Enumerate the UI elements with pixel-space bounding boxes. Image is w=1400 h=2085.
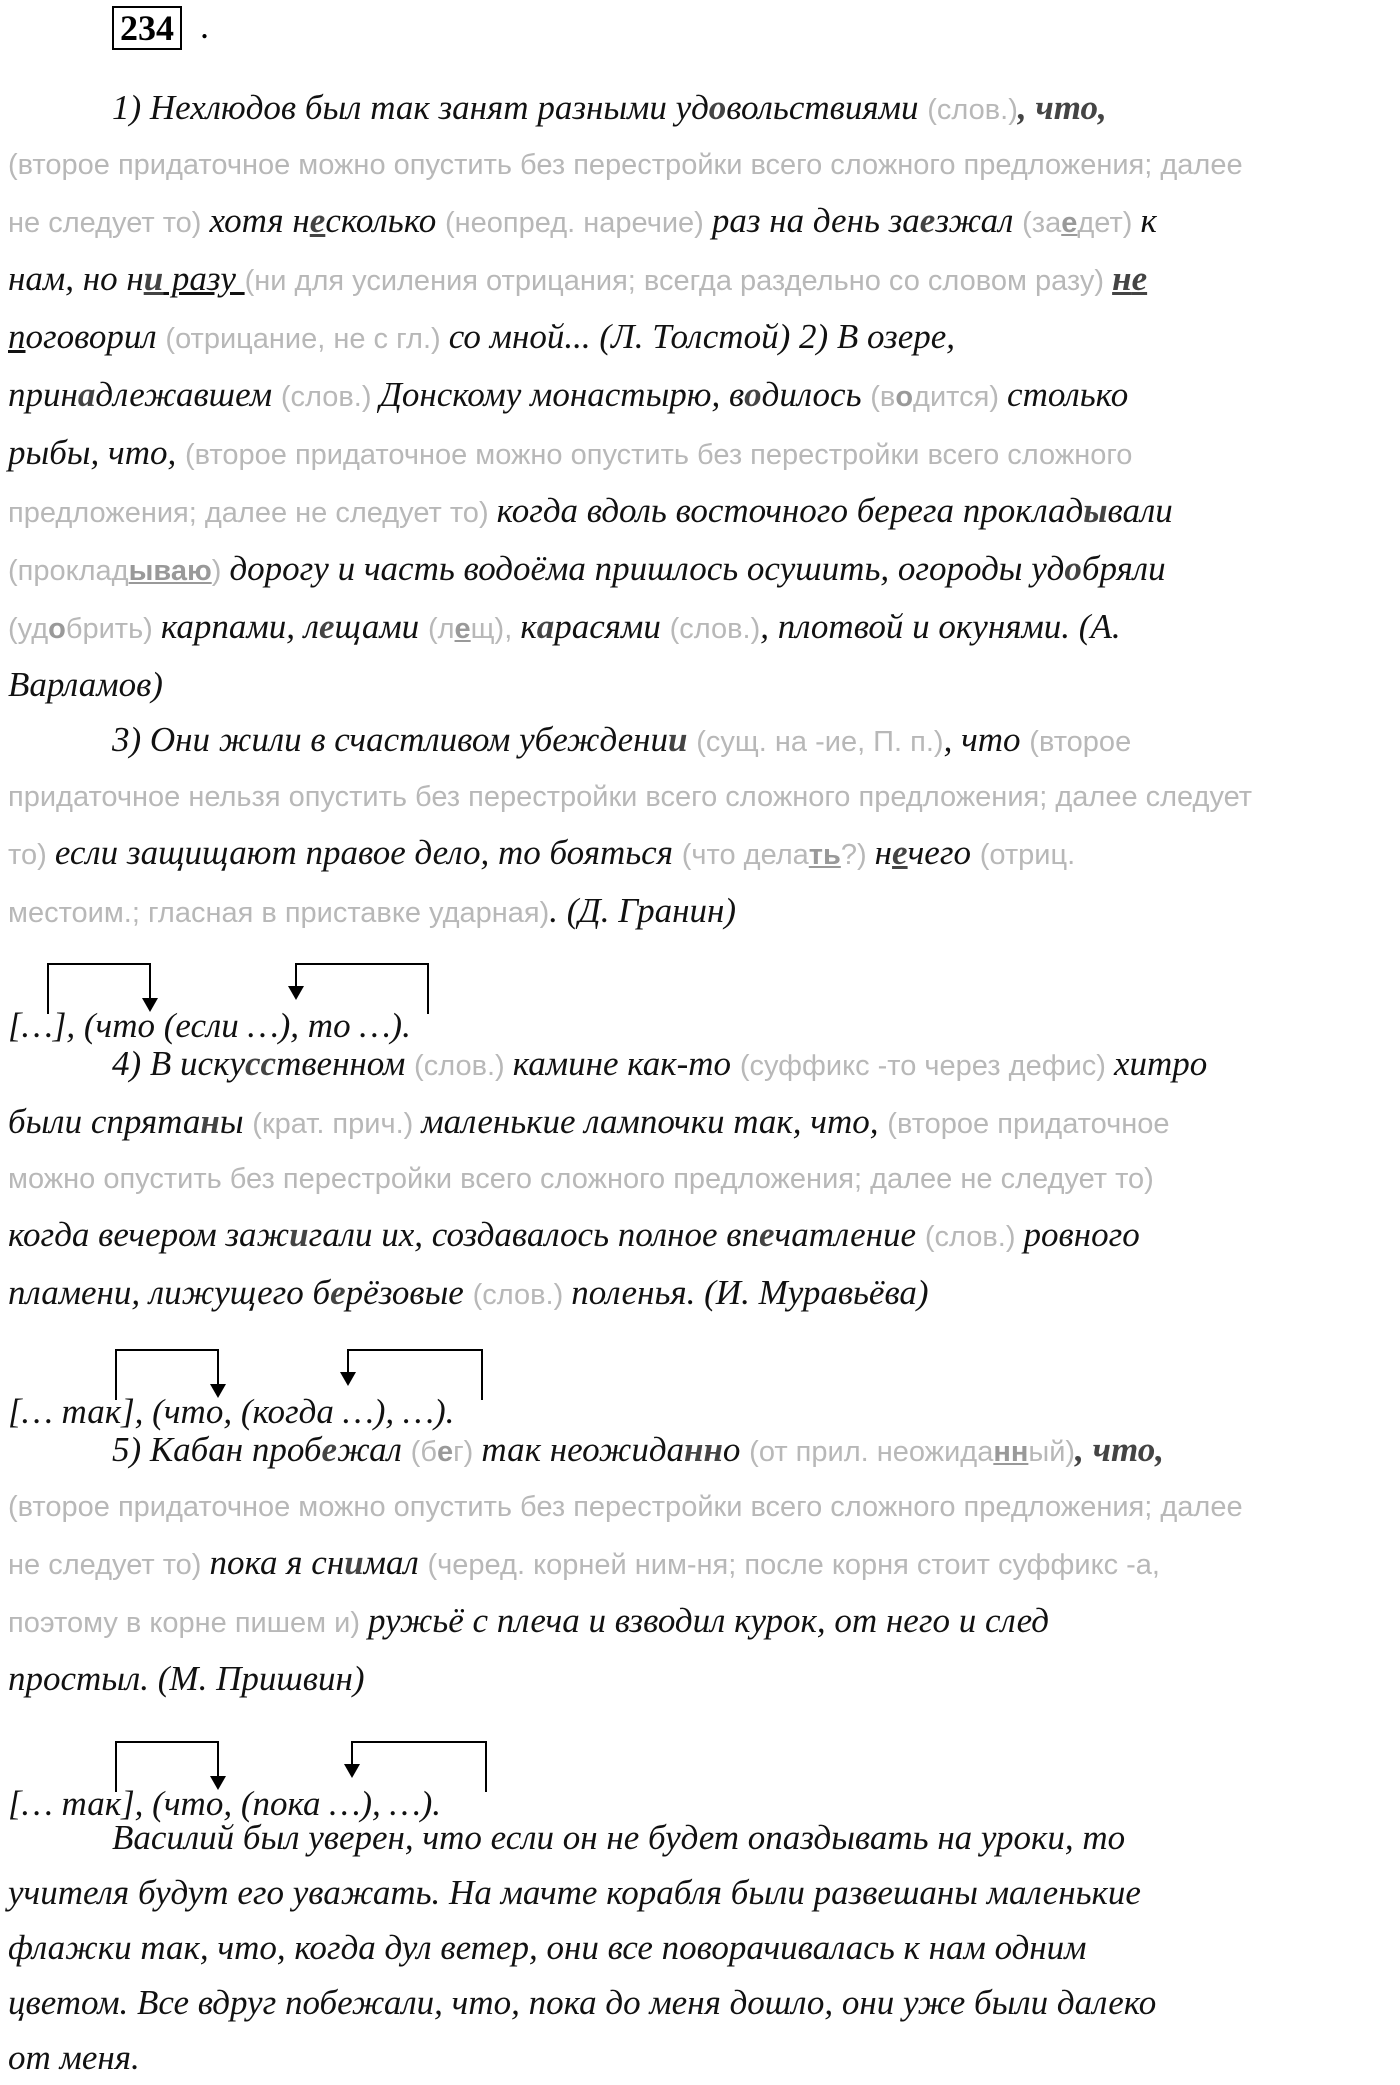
comment-line: можно опустить без перестройки всего сложного предложения; далее не следует то): [8, 1163, 1154, 1195]
sentence-scheme-1: [0, 940, 1400, 1050]
answer-paragraph-1: [8, 80, 1392, 712]
scheme-formula: […], (что (если …), то …).: [8, 1006, 411, 1045]
text-line: (удобрить) карпами, лещами (лещ), карасями (слов.), плотвой и окунями. (А.: [8, 607, 1121, 646]
text-line: цветом. Все вдруг побежали, что, пока до меня дошло, они уже были далеко: [8, 1983, 1157, 2022]
composed-sentences-paragraph: [8, 1810, 1392, 2085]
text-line: нам, но ни разу (ни для усиления отрицания; всегда раздельно со словом разу) не: [8, 259, 1148, 298]
text-line: флажки так, что, когда дул ветер, они все поворачивалась к нам одним: [8, 1928, 1087, 1967]
text-line: принадлежавшем (слов.) Донскому монастырю, водилось (водится) столько: [8, 375, 1129, 414]
text-line: предложения; далее не следует то) когда вдоль восточного берега прокладывали: [8, 491, 1173, 530]
text-line: были спрятаны (крат. прич.) маленькие лампочки так, что, (второе придаточное: [8, 1102, 1170, 1141]
text-line: пламени, лижущего берёзовые (слов.) поленья. (И. Муравьёва): [8, 1273, 929, 1312]
text-line: поэтому в корне пишем и) ружьё с плеча и взводил курок, от него и след: [8, 1601, 1050, 1640]
answer-paragraph-5: [8, 1422, 1392, 1706]
comment-line: придаточное нельзя опустить без перестройки всего сложного предложения; далее следует: [8, 781, 1253, 813]
text-line: не следует то) пока я снимал (черед. корней ним-ня; после корня стоит суффикс -а,: [8, 1543, 1160, 1582]
text-line: от меня.: [8, 2038, 140, 2077]
text-line: 5) Кабан пробежал (бег) так неожиданно (от прил. неожиданный), что,: [112, 1430, 1164, 1469]
text-line: местоим.; гласная в приставке ударная). (Д. Гранин): [8, 891, 737, 930]
text-line: простыл. (М. Пришвин): [8, 1659, 365, 1698]
answer-paragraph-3: [8, 712, 1392, 941]
comment-line: (второе придаточное можно опустить без перестройки всего сложного предложения; далее: [8, 149, 1243, 181]
text-line: то) если защищают правое дело, то бояться (что делать?) нечего (отриц.: [8, 833, 1076, 872]
text-line: (прокладываю) дорогу и часть водоёма пришлось осушить, огороды удобряли: [8, 549, 1166, 588]
text-line: поговорил (отрицание, не с гл.) со мной... (Л. Толстой) 2) В озере,: [8, 317, 956, 356]
exercise-number-dot: .: [200, 6, 209, 46]
text-line: 3) Они жили в счастливом убеждении (сущ. на -ие, П. п.), что (второе: [112, 720, 1132, 759]
text-line: рыбы, что, (второе придаточное можно опустить без перестройки всего сложного: [8, 433, 1133, 472]
text-line: 4) В искусственном (слов.) камине как-то (суффикс -то через дефис) хитро: [112, 1044, 1208, 1083]
answer-paragraph-4: [8, 1036, 1392, 1323]
scheme-formula: [… так], (что, (пока …), …).: [8, 1784, 442, 1823]
text-line: учителя будут его уважать. На мачте корабля были развешаны маленькие: [8, 1873, 1141, 1912]
text-line: Варламов): [8, 665, 163, 704]
text-line: когда вечером зажигали их, создавалось полное впечатление (слов.) ровного: [8, 1215, 1140, 1254]
comment-line: (второе придаточное можно опустить без перестройки всего сложного предложения; далее: [8, 1491, 1243, 1523]
sentence-scheme-2: [0, 1326, 1400, 1436]
text-line: не следует то) хотя несколько (неопред. наречие) раз на день заезжал (заедет) к: [8, 201, 1157, 240]
scheme-formula: [… так], (что, (когда …), …).: [8, 1392, 455, 1431]
exercise-number: 234: [112, 6, 182, 50]
text-line: 1) Нехлюдов был так занят разными удовольствиями (слов.), что,: [112, 88, 1107, 127]
text-line: Василий был уверен, что если он не будет опаздывать на уроки, то: [112, 1818, 1126, 1857]
